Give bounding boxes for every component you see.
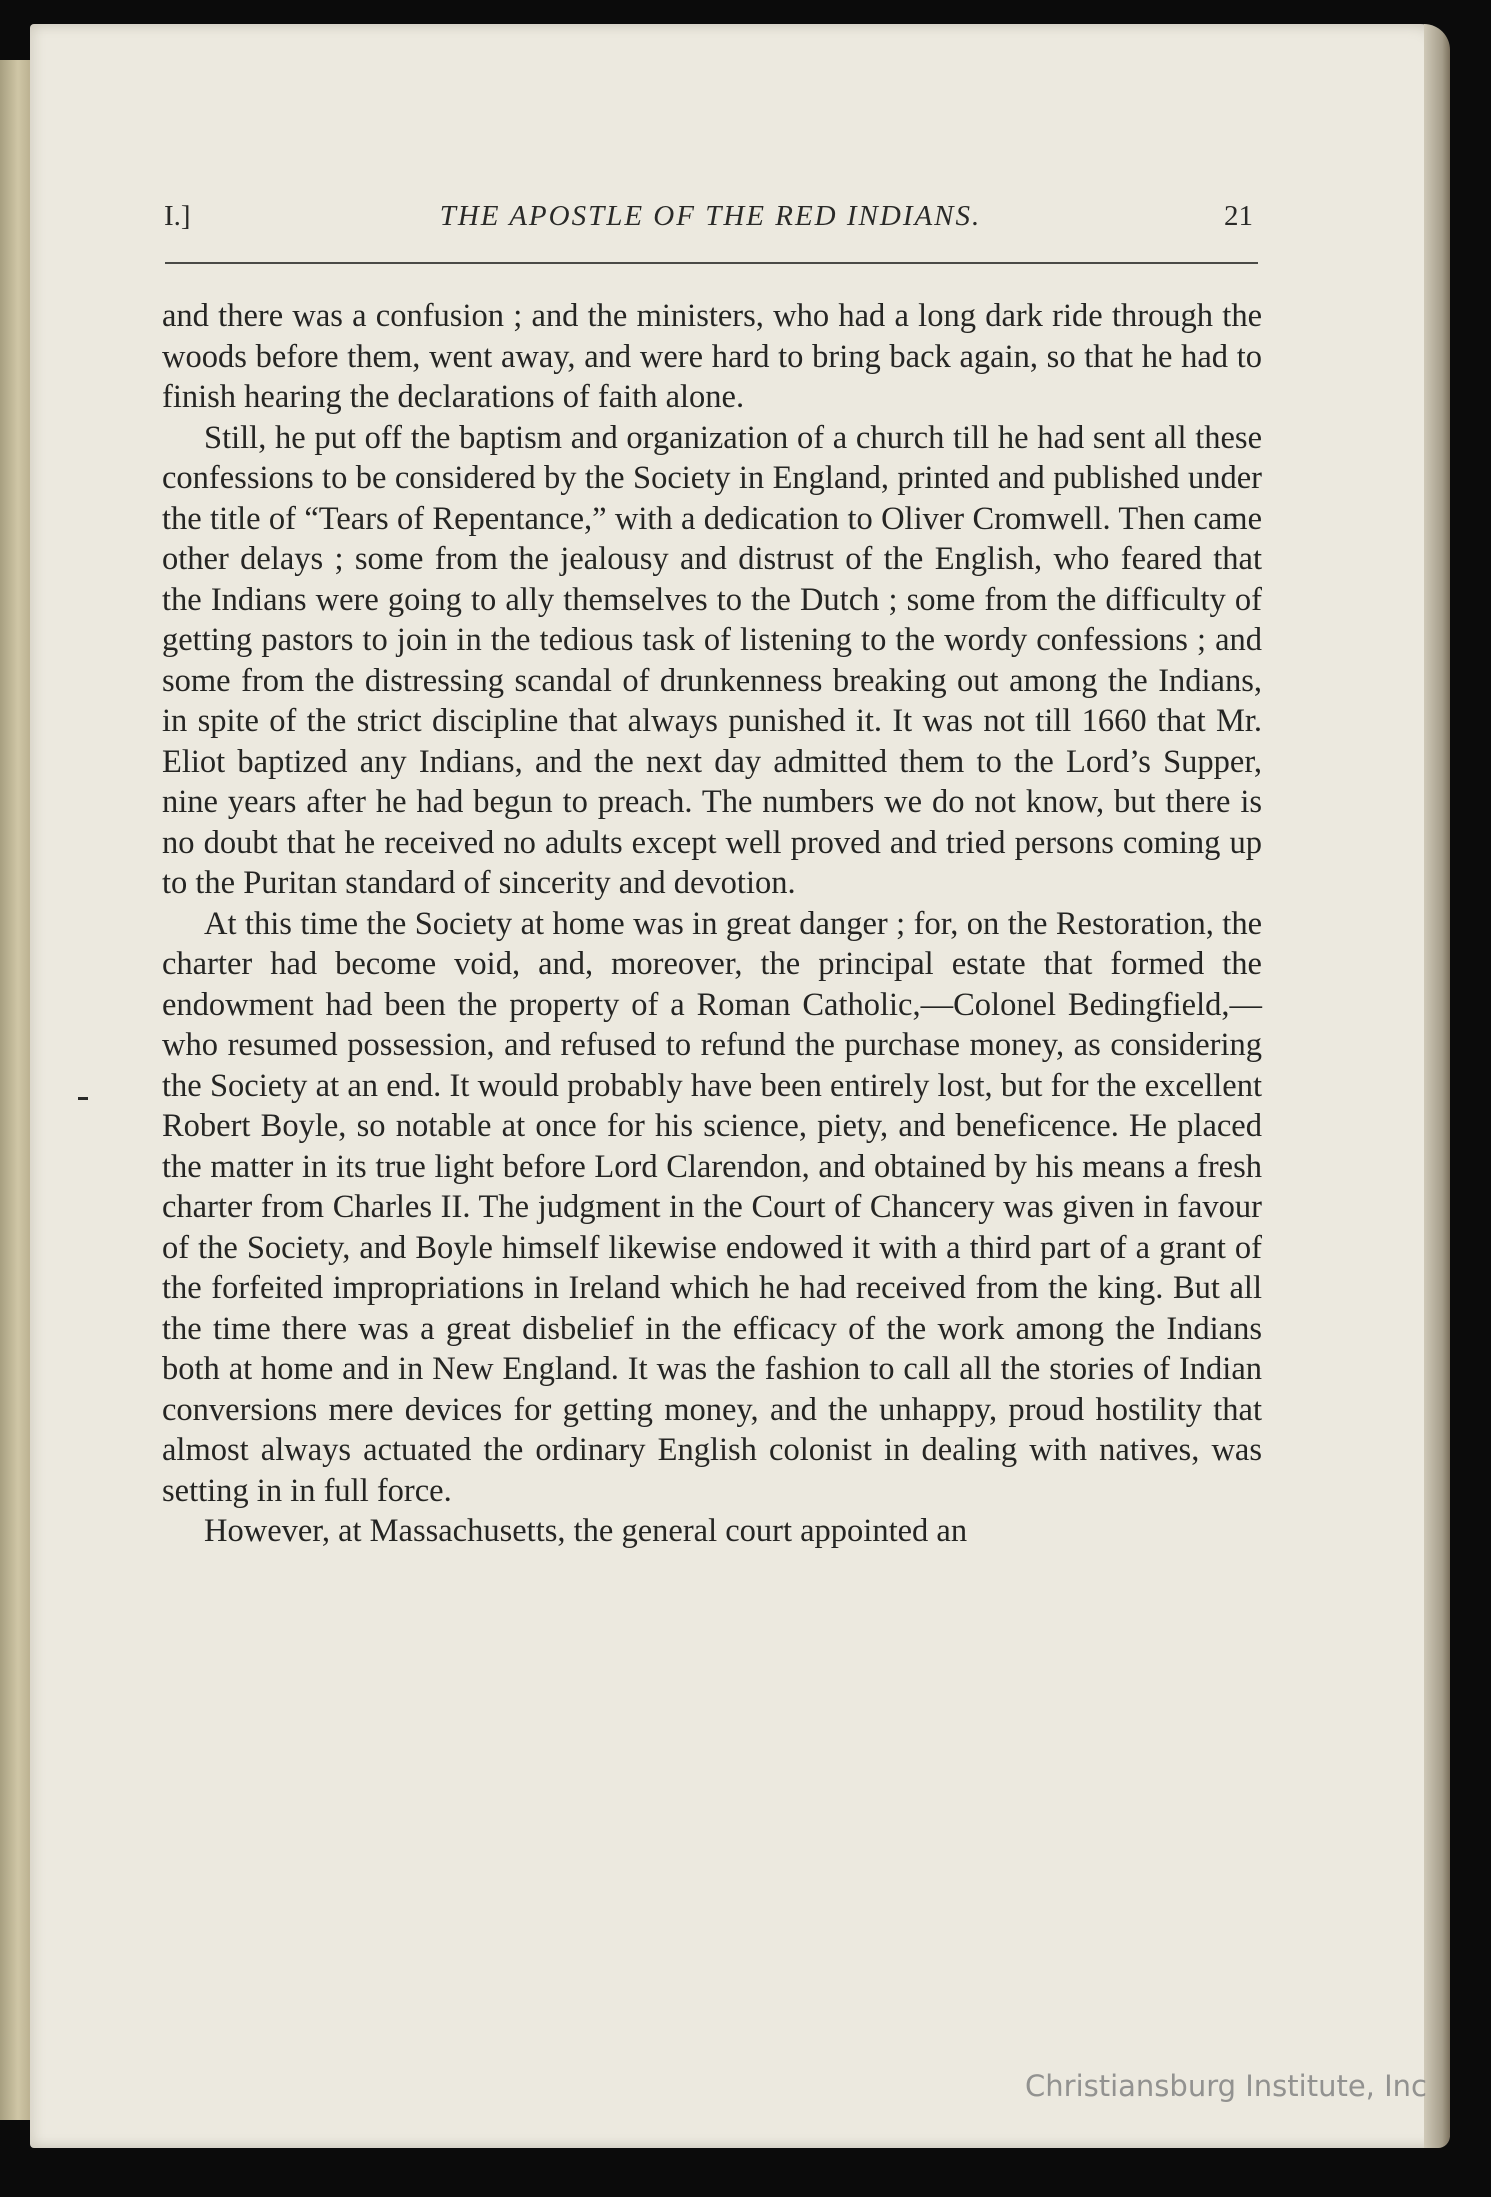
paragraph-1: and there was a confusion ; and the ministers, who had a long dark ride through the woods before them, went away, and were hard to bring back again, so that he had to finish hearing the declarations of faith alone. — [162, 298, 1262, 415]
adjacent-page-edge — [0, 60, 30, 2120]
body-text — [162, 296, 1262, 1552]
paragraph-4: However, at Massachusetts, the general court appointed an — [204, 1513, 968, 1549]
paragraph-3: At this time the Society at home was in great danger ; for, on the Restoration, the charter had become void, and, moreover, the principal estate that formed the endowment had been the property of a Roman Catholic,—Colonel Bedingfield,—who resumed possession, and refused to refund the purchase money, as considering the Society at an end. It would probably have been entirely lost, but for the excellent Robert Boyle, so notable at once for his science, piety, and beneficence. He placed the matter in its true light before Lord Clarendon, and obtained by his means a fresh charter from Charles II. The judgment in the Court of Chancery was given in favour of the Society, and Boyle himself likewise endowed it with a third part of a grant of the forfeited impropriations in Ireland which he had received from the king. But all the time there was a great disbelief in the efficacy of the work among the Indians both at home and in New England. It was the fashion to call all the stories of Indian conversions mere devices for getting money, and the unhappy, proud hostility that almost always actuated the ordinary English colonist in dealing with natives, was setting in in full force. — [162, 905, 1262, 1509]
page-stack-edge — [1424, 24, 1450, 2148]
header-rule — [165, 262, 1258, 264]
running-title: THE APOSTLE OF THE RED INDIANS. — [439, 200, 982, 232]
page-number: 21 — [1224, 200, 1253, 232]
paragraph-2: Still, he put off the baptism and organization of a church till he had sent all these confessions to be considered by the Society in England, printed and published under the title of “Tears of Repentance,” with a dedication to Oliver Cromwell. Then came other delays ; some from the jealousy and distrust of the English, who feared that the Indians were going to ally themselves to the Dutch ; some from the difficulty of getting pastors to join in the tedious task of listening to the wordy confessions ; and some from the distressing scandal of drunkenness breaking out among the Indians, in spite of the strict discipline that always punished it. It was not till 1660 that Mr. Eliot baptized any Indians, and the next day admitted them to the Lord’s Supper, nine years after he had begun to preach. The numbers we do not know, but there is no doubt that he received no adults except well proved and tried persons coming up to the Puritan standard of sincerity and devotion. — [162, 419, 1262, 901]
margin-mark — [78, 1097, 88, 1100]
chapter-number: I.] — [164, 200, 191, 232]
watermark: Christiansburg Institute, Inc — [1025, 2069, 1427, 2103]
